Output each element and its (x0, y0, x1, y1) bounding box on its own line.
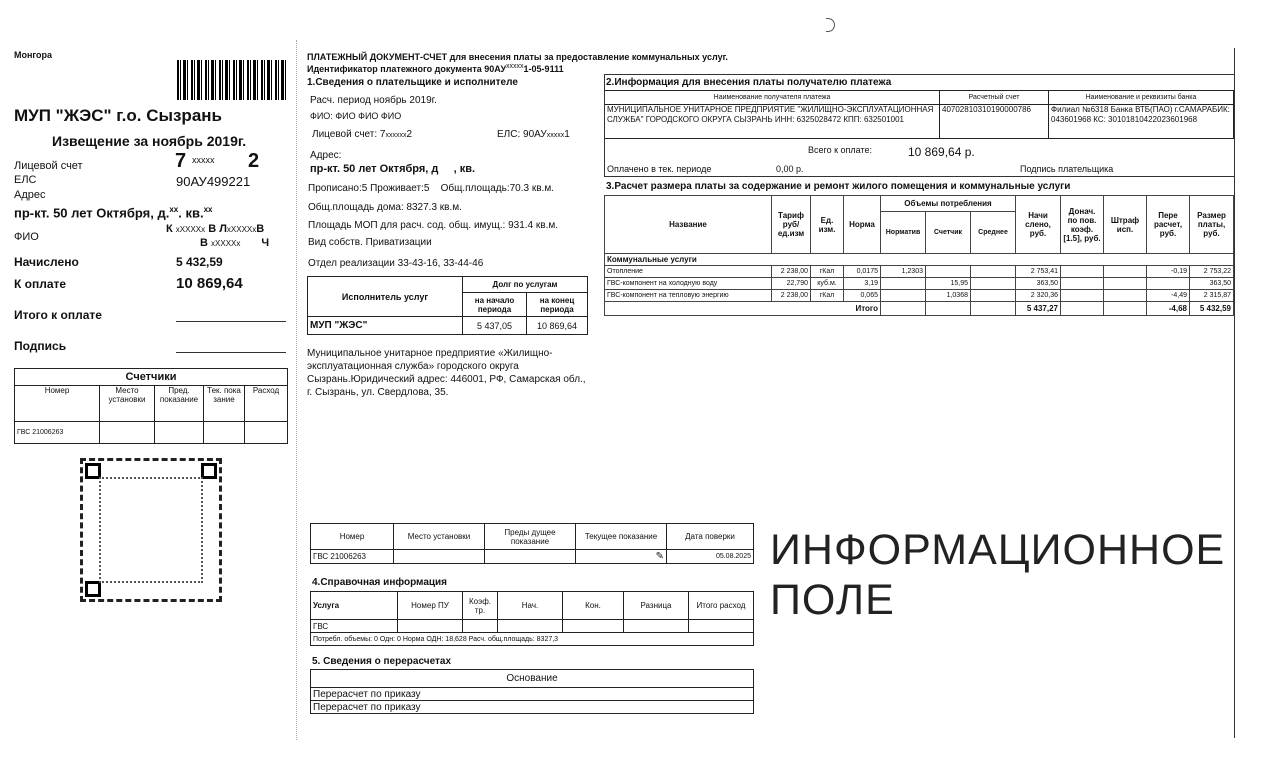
doc-ident (307, 63, 564, 74)
cell (926, 266, 971, 278)
sec2-left-line (604, 74, 605, 176)
sec3-h-vnorm: Норматив (881, 212, 926, 254)
payer-addr-label: Адрес: (310, 150, 342, 161)
meters2-h-cur: Текущее показание (576, 524, 667, 550)
cell: 2 320,36 (1016, 290, 1061, 302)
address-kv: . кв. (178, 205, 204, 221)
meters2-h-place: Место установки (394, 524, 485, 550)
cell (398, 620, 463, 633)
sec4-h-service: Услуга (311, 592, 398, 620)
cell (1061, 290, 1104, 302)
sec3-h-name: Название (605, 196, 772, 254)
sec3-h-vavg: Среднее (971, 212, 1016, 254)
sec3-h-tariff: Тариф руб/ ед.изм (772, 196, 811, 254)
sec3-total-recalc: -4,68 (1147, 302, 1190, 316)
sec2-title: 2.Информация для внесения платы получателю платежа (606, 77, 892, 88)
cell: 2 753,41 (1016, 266, 1061, 278)
meters2-date: 05.08.2025 (667, 550, 754, 564)
sec2-h-acc: Расчетный счет (940, 91, 1049, 105)
meters-title: Счетчики (15, 369, 288, 386)
ownership: Вид собств. Приватизации (308, 237, 432, 248)
sec3-table (604, 195, 1234, 316)
cell: 15,95 (926, 278, 971, 290)
cell (1061, 266, 1104, 278)
sec2-total-value: 10 869,64 р. (908, 145, 975, 159)
meters-h-cons: Расход (245, 386, 288, 422)
cell: 2 238,00 (772, 290, 811, 302)
sign-label: Подпись (14, 339, 67, 353)
pencil-icon: ✎ (655, 551, 664, 562)
sec3-group: Коммунальные услуги (605, 254, 1234, 266)
meters-row-cons (245, 422, 288, 444)
meters2-h-date: Дата поверки (667, 524, 754, 550)
fio-l2-a: В (200, 237, 208, 249)
sec4-title: 4.Справочная информация (312, 577, 448, 588)
address-street: пр-кт. 50 лет Октября, д. (14, 205, 170, 221)
fio-label: ФИО (14, 231, 39, 243)
sec3-h-unit: Ед. изм. (811, 196, 844, 254)
period (310, 95, 437, 106)
els-value: 90АУ499221 (176, 174, 251, 189)
fio-l1-c: В (256, 223, 265, 235)
els-mask-doc: xxxxx (546, 132, 565, 139)
table-row (605, 290, 1234, 302)
meters2-place (394, 550, 485, 564)
cell (1104, 302, 1147, 316)
ident-mask: xxxxx (506, 63, 524, 70)
debt-exec: МУП "ЖЭС" (308, 317, 463, 335)
house-area: Общ.площадь дома: 8327.3 кв.м. (308, 202, 462, 213)
sec3-total-label: Итого (605, 302, 881, 316)
meters-row-number: ГВС 21006263 (15, 422, 100, 444)
fio-line-2 (200, 237, 269, 249)
debt-h: Долг по услугам (463, 277, 588, 293)
cell (971, 302, 1016, 316)
sec3-h-fine: Штраф исп. (1104, 196, 1147, 254)
cell: -0,19 (1147, 266, 1190, 278)
account-value-b: 2 (248, 150, 260, 172)
debt-end-val: 10 869,64 (527, 317, 588, 335)
sec1-title: 1.Сведения о плательщике и исполнителе (307, 77, 518, 88)
right-border (1234, 48, 1235, 738)
acc-mask: xxxxxx (385, 132, 407, 139)
sec2-table (604, 90, 1234, 139)
ident-tail: 1-05-9111 (523, 64, 564, 74)
topay-label: К оплате (14, 277, 67, 291)
sec3-h-norm: Норма (844, 196, 881, 254)
sec4-row-service: ГВС (311, 620, 398, 633)
cell: 0,0175 (844, 266, 881, 278)
payer-addr-value: пр-кт. 50 лет Октября, д , кв. (310, 163, 476, 175)
accrued-value: 5 432,59 (176, 255, 223, 269)
info-field-line-1: ИНФОРМАЦИОННОЕ (770, 526, 1226, 574)
meters-row-cur (204, 422, 245, 444)
cell (689, 620, 754, 633)
cell: ГВС-компонент на холодную воду (605, 278, 772, 290)
sec2-sign: Подпись плательщика (1020, 164, 1114, 174)
topay-value: 10 869,64 (176, 275, 243, 292)
qr-code (80, 458, 222, 602)
els-label-doc: ЕЛС: 90АУ (497, 129, 547, 140)
org-title: МУП "ЖЭС" г.о. Сызрань (14, 106, 222, 125)
els-label: ЕЛС (14, 174, 37, 186)
cell (1104, 278, 1147, 290)
cell (498, 620, 563, 633)
address-value (14, 205, 212, 220)
cell: Отопление (605, 266, 772, 278)
ident-label: Идентификатор платежного документа 90АУ (307, 64, 507, 74)
cell (881, 278, 926, 290)
sec2-account: 40702810310190000786 (940, 105, 1049, 139)
sec5-head: Основание (311, 670, 754, 688)
cell: 2 238,00 (772, 266, 811, 278)
fio-l1-b: В Л (208, 223, 227, 235)
sec3-total-accr: 5 437,27 (1016, 302, 1061, 316)
payer-fio: ФИО: ФИО ФИО ФИО (310, 111, 402, 121)
cell (1104, 290, 1147, 302)
cell (1147, 278, 1190, 290)
sec2-recipient: МУНИЦИПАЛЬНОЕ УНИТАРНОЕ ПРЕДПРИЯТИЕ "ЖИЛИЩНО-ЭКСПЛУАТАЦИОННАЯ СЛУЖБА" ГОРОДСКОГО ОКРУГА СЫЗРАНЬ ИНН: 6325028472 КПП: 632501001 (605, 105, 940, 139)
account-value-a: 7 (175, 150, 187, 172)
acc-tail: 2 (406, 129, 413, 140)
sec2-total-label: Всего к оплате: (808, 145, 873, 155)
meters-row-prev (155, 422, 204, 444)
cell (881, 302, 926, 316)
sec4-h-start: Нач. (498, 592, 563, 620)
cell: 1,0368 (926, 290, 971, 302)
address-house-mask: xx (169, 205, 179, 214)
fio-l1-mask2: xXXXXx (226, 225, 257, 234)
sec5-row-1: Перерасчет по приказу (311, 688, 754, 701)
cell: гКал (811, 266, 844, 278)
debt-h-exec: Исполнитель услуг (308, 277, 463, 317)
account-label: Лицевой счет (14, 160, 83, 172)
meters-h-cur: Тек. пока зание (204, 386, 245, 422)
cell: ГВС-компонент на тепловую энергию (605, 290, 772, 302)
table-row (605, 278, 1234, 290)
sec2-bottom-line (604, 176, 1234, 177)
sec3-total-sum: 5 432,59 (1190, 302, 1234, 316)
sec3-h-total: Размер платы, руб. (1190, 196, 1234, 254)
barcode (177, 60, 287, 100)
meters-h-prev: Пред. показание (155, 386, 204, 422)
cell (971, 266, 1016, 278)
payer-els (497, 129, 570, 140)
cell: 22,790 (772, 278, 811, 290)
debt-table (307, 276, 588, 335)
mop-area: Площадь МОП для расч. сод. общ. имущ.: 931.4 кв.м. (308, 220, 558, 231)
cell (971, 278, 1016, 290)
sec5-table (310, 669, 754, 714)
account-mask: xxxxx (192, 155, 215, 165)
cell (926, 302, 971, 316)
sec4-h-pu: Номер ПУ (398, 592, 463, 620)
sec3-h-vmeter: Счетчик (926, 212, 971, 254)
sec2-paid-value: 0,00 р. (776, 164, 804, 174)
sec3-h-recalc: Пере расчет, руб. (1147, 196, 1190, 254)
left-meters-table (14, 368, 288, 444)
table-row (605, 266, 1234, 278)
total-underline (176, 321, 286, 322)
notice-title: Извещение за ноябрь 2019г. (52, 133, 247, 149)
doc-title: ПЛАТЕЖНЫЙ ДОКУМЕНТ-СЧЕТ для внесения платы за предоставление коммунальных услуг. (307, 52, 728, 62)
meters2-h-number: Номер (311, 524, 394, 550)
fio-l1-a: К (166, 223, 173, 235)
sec4-h-end: Кон. (563, 592, 624, 620)
info-field (770, 525, 1225, 625)
info-field-line-2: ПОЛЕ (770, 576, 895, 624)
cell (1061, 302, 1104, 316)
hole-mark (826, 18, 835, 32)
sign-underline (176, 352, 286, 353)
sec4-h-total: Итого расход (689, 592, 754, 620)
fio-l1-mask1: xXXXXx (175, 225, 206, 234)
meters2-prev (485, 550, 576, 564)
debt-h-end: на конец периода (527, 293, 588, 317)
debt-h-start: на начало периода (463, 293, 527, 317)
cell: 1,2303 (881, 266, 926, 278)
cell: 2 315,87 (1190, 290, 1234, 302)
meters2-h-prev: Преды дущее показание (485, 524, 576, 550)
sec3-h-accr: Начи слено, руб. (1016, 196, 1061, 254)
sec3-title: 3.Расчет размера платы за содержание и ремонт жилого помещения и коммунальные услуги (606, 181, 1071, 192)
sec2-top-line (604, 74, 1234, 75)
dept-phones: Отдел реализации 33-43-16, 33-44-46 (308, 258, 484, 269)
payer-account (312, 129, 412, 140)
cell (881, 290, 926, 302)
cell (624, 620, 689, 633)
sec4-table (310, 591, 754, 646)
monogram-label: Монгора (14, 50, 53, 60)
cell: 2 753,22 (1190, 266, 1234, 278)
cell (563, 620, 624, 633)
period-text: Расч. период ноябрь 2019г. (310, 95, 437, 106)
sec5-row-2: Перерасчет по приказу (311, 701, 754, 714)
els-tail-doc: 1 (564, 129, 570, 140)
cell: 3,19 (844, 278, 881, 290)
sec3-h-volumes: Объемы потребления (881, 196, 1016, 212)
cell: 363,50 (1016, 278, 1061, 290)
sec4-h-coef: Коэф. тр. (463, 592, 498, 620)
fio-l2-mask: xXXXXx (211, 239, 241, 248)
address-kv-mask: xx (203, 205, 213, 214)
meters2-number: ГВС 21006263 (311, 550, 394, 564)
cell: 0,065 (844, 290, 881, 302)
sec4-note: Потребл. объемы: 0 Одн: 0 Норма ОДН: 18,628 Расч. общ.площадь: 8327,3 (311, 633, 754, 646)
fio-l2-b: Ч (261, 237, 270, 249)
cell: гКал (811, 290, 844, 302)
cell (1104, 266, 1147, 278)
sec2-h-name: Наименование получателя платежа (605, 91, 940, 105)
sec4-h-diff: Разница (624, 592, 689, 620)
sec2-paid-label: Оплачено в тек. периоде (607, 164, 712, 174)
sec2-h-bank: Наименование и реквизиты банка (1049, 91, 1234, 105)
sec5-title: 5. Сведения о перерасчетах (312, 656, 452, 667)
meters-h-place: Место установки (100, 386, 155, 422)
org-description: Муниципальное унитарное предприятие «Жилищно-эксплуатационная служба» городского округа Сызрань.Юридический адрес: 446001, РФ, Самарская обл., г. Сызрань, ул. Свердлова, 35. (307, 348, 586, 398)
fold-line (296, 40, 297, 740)
meters-row-place (100, 422, 155, 444)
debt-start-val: 5 437,05 (463, 317, 527, 335)
fio-line-1 (166, 223, 264, 235)
meters2-cur (576, 550, 667, 564)
total-label: Итого к оплате (14, 308, 102, 322)
cell (1061, 278, 1104, 290)
cell: 363,50 (1190, 278, 1234, 290)
meters2-table (310, 523, 754, 564)
cell (971, 290, 1016, 302)
accrued-label: Начислено (14, 255, 79, 269)
meters-h-number: Номер (15, 386, 100, 422)
address-label: Адрес (14, 189, 46, 201)
residents: Прописано:5 Проживает:5 Общ.площадь:70.3 кв.м. (308, 183, 554, 194)
cell: куб.м. (811, 278, 844, 290)
sec2-bank: Филиал №6318 Банка ВТБ(ПАО) г.САМАРАБИК: 043601968 КС: 30101810422023601968 (1049, 105, 1234, 139)
sec3-h-extra: Донач. по пов. коэф. [1.5], руб. (1061, 196, 1104, 254)
acc-label: Лицевой счет: 7 (312, 129, 386, 140)
cell (463, 620, 498, 633)
cell: -4,49 (1147, 290, 1190, 302)
